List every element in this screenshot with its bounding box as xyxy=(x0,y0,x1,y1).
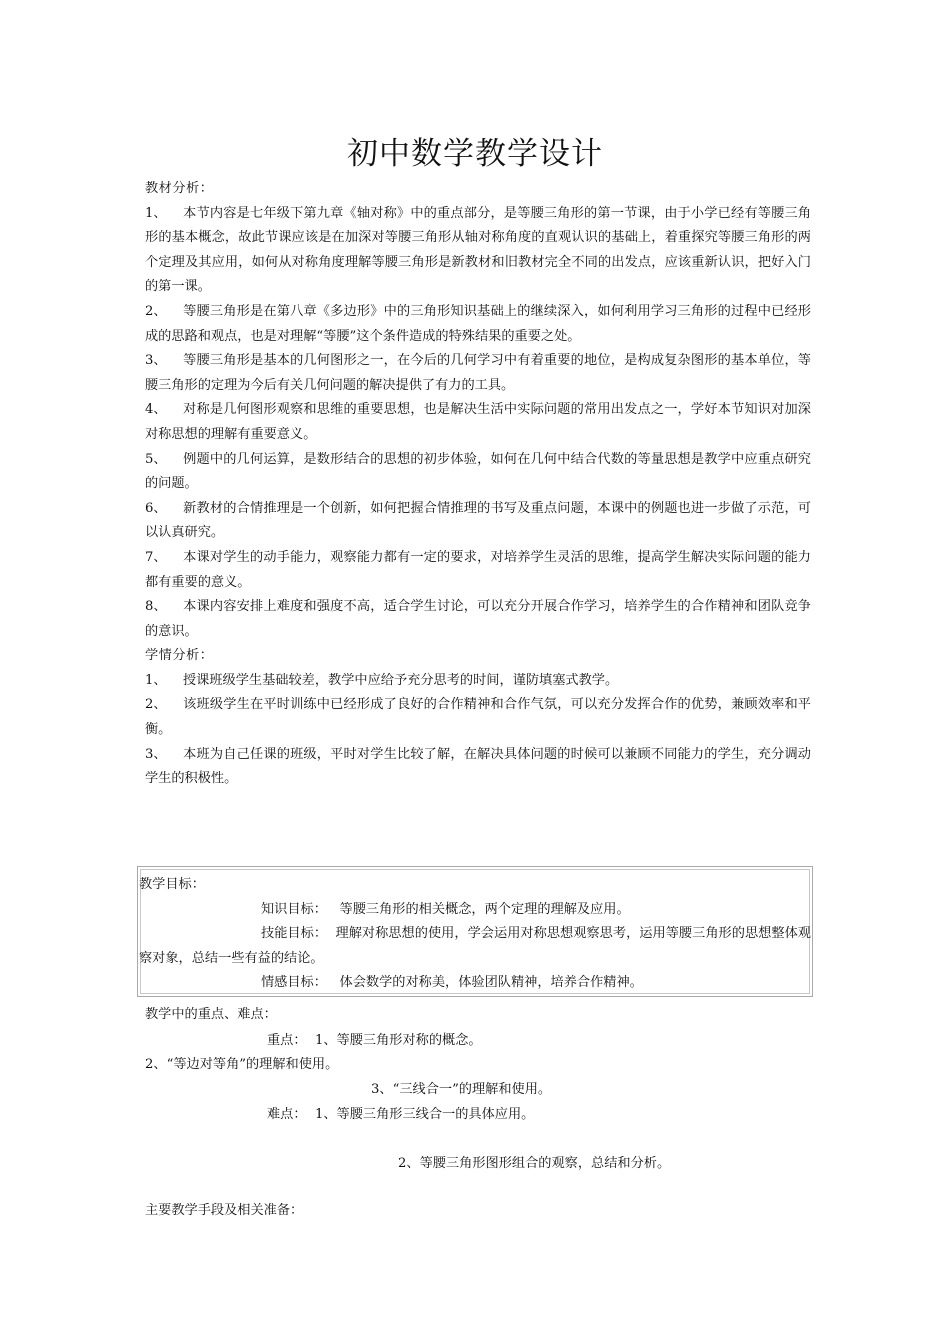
material-item xyxy=(145,202,811,300)
item-number: 8、 xyxy=(145,599,167,615)
knowledge-goal-label: 知识目标： xyxy=(261,901,327,917)
item-number: 1、 xyxy=(145,205,167,221)
item-text: 新教材的合情推理是一个创新，如何把握合情推理的书写及重点问题，本课中的例题也进一步做了示范，可以认真研究。 xyxy=(145,500,811,541)
item-number: 2、 xyxy=(145,303,167,319)
skill-goal-text: 理解对称思想的使用，学会运用对称思想观察思考，运用等腰三角形的思想整体观察对象，总结一些有益的结论。 xyxy=(139,926,811,966)
material-item xyxy=(145,398,811,447)
teaching-goals-heading: 教学目标： xyxy=(139,877,205,892)
item-number: 3、 xyxy=(145,746,167,762)
material-item xyxy=(145,546,811,595)
key-point-3: 3、“三线合一”的理解和使用。 xyxy=(371,1082,552,1097)
item-text: 本课对学生的动手能力，观察能力都有一定的要求，对培养学生灵活的思维，提高学生解决实际问题的能力都有重要的意义。 xyxy=(145,549,811,590)
key-points-heading: 教学中的重点、难点： xyxy=(145,1007,277,1022)
emotion-goal-text: 体会数学的对称美，体验团队精神，培养合作精神。 xyxy=(339,975,643,991)
item-number: 6、 xyxy=(145,500,167,516)
analysis-section xyxy=(145,177,811,792)
difficult-label: 难点： xyxy=(267,1107,307,1122)
item-text: 例题中的几何运算，是数形结合的思想的初步体验，如何在几何中结合代数的等量思想是教学中应重点研究的问题。 xyxy=(145,451,811,492)
teaching-means-heading: 主要教学手段及相关准备： xyxy=(145,1203,304,1218)
key-point-1: 1、等腰三角形对称的概念。 xyxy=(314,1033,482,1048)
student-item xyxy=(145,743,811,792)
item-text: 等腰三角形是基本的几何图形之一，在今后的几何学习中有着重要的地位，是构成复杂图形的基本单位，等腰三角形的定理为今后有关几何问题的解决提供了有力的工具。 xyxy=(145,353,811,393)
document-title: 初中数学教学设计 xyxy=(347,136,603,172)
emotion-goal xyxy=(139,971,811,996)
difficult-point-row xyxy=(267,1103,534,1122)
student-analysis-heading: 学情分析： xyxy=(145,648,214,664)
difficult-point-1: 1、等腰三角形三线合一的具体应用。 xyxy=(314,1107,535,1122)
skill-goal-label: 技能目标： xyxy=(261,926,328,942)
item-number: 2、 xyxy=(145,697,167,713)
key-point-2: 2、“等边对等角”的理解和使用。 xyxy=(145,1057,339,1072)
knowledge-goal-text: 等腰三角形的相关概念，两个定理的理解及应用。 xyxy=(339,901,630,917)
material-analysis-heading: 教材分析： xyxy=(145,181,214,196)
knowledge-goal xyxy=(139,898,811,923)
teaching-goals-text xyxy=(139,873,811,996)
material-item xyxy=(145,595,811,644)
item-text: 授课班级学生基础较差，教学中应给予充分思考的时间，谨防填塞式教学。 xyxy=(183,672,619,688)
student-item xyxy=(145,693,811,742)
item-number: 3、 xyxy=(145,353,167,369)
item-text: 本课内容安排上难度和强度不高，适合学生讨论，可以充分开展合作学习，培养学生的合作精神和团队竞争的意识。 xyxy=(145,599,811,639)
item-text: 等腰三角形是在第八章《多边形》中的三角形知识基础上的继续深入，如何利用学习三角形的过程中已经形成的思路和观点，也是对理解“等腰”这个条件造成的特殊结果的重要之处。 xyxy=(145,303,811,344)
difficult-point-2: 2、等腰三角形图形组合的观察，总结和分析。 xyxy=(398,1156,671,1171)
item-text: 本节内容是七年级下第九章《轴对称》中的重点部分，是等腰三角形的第一节课，由于小学已经有等腰三角形的基本概念，故此节课应该是在加深对等腰三角形从轴对称角度的直观认识的基础上，着重探究等腰三角形的两个定理及其应用，如何从对称角度理解等腰三角形是新教材和旧教材完全不同的出发点，应该重新认识，把好入门的第一课。 xyxy=(145,205,811,295)
key-point-row xyxy=(267,1029,482,1048)
material-item xyxy=(145,497,811,546)
teaching-goals-box xyxy=(137,866,813,997)
item-number: 7、 xyxy=(145,549,167,565)
item-number: 5、 xyxy=(145,451,167,467)
student-item xyxy=(145,669,811,694)
skill-goal xyxy=(139,922,811,971)
item-number: 1、 xyxy=(145,672,167,688)
material-item xyxy=(145,349,811,398)
material-item xyxy=(145,300,811,349)
item-number: 4、 xyxy=(145,402,167,418)
key-label: 重点： xyxy=(267,1033,307,1048)
item-text: 该班级学生在平时训练中已经形成了良好的合作精神和合作气氛，可以充分发挥合作的优势，兼顾效率和平衡。 xyxy=(145,697,811,738)
item-text: 对称是几何图形观察和思维的重要思想，也是解决生活中实际问题的常用出发点之一，学好本节知识对加深对称思想的理解有重要意义。 xyxy=(145,402,811,442)
material-item xyxy=(145,448,811,497)
item-text: 本班为自己任课的班级，平时对学生比较了解，在解决具体问题的时候可以兼顾不同能力的学生，充分调动学生的积极性。 xyxy=(145,746,811,787)
emotion-goal-label: 情感目标： xyxy=(261,975,327,991)
